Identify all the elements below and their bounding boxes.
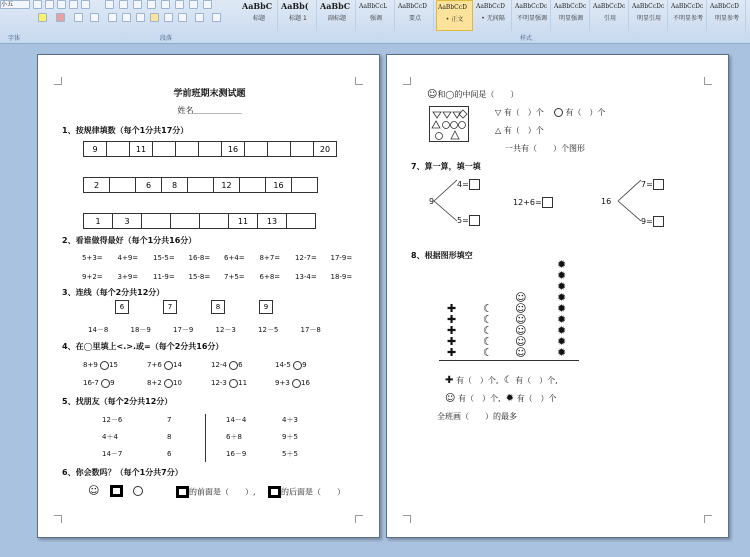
q2-problem: 13-4= bbox=[295, 273, 317, 281]
font-size-select[interactable] bbox=[0, 0, 30, 9]
q3-number-box: 6 bbox=[115, 300, 129, 314]
sequence-blank[interactable] bbox=[239, 177, 266, 193]
page-2 bbox=[386, 54, 729, 538]
style-gallery-item[interactable] bbox=[514, 0, 551, 31]
shape-group-box bbox=[429, 106, 469, 142]
font-name: 小五 bbox=[1, 1, 14, 8]
p2-line-4: 一共有（ ）个图形 bbox=[505, 144, 585, 153]
font-color-icon[interactable] bbox=[56, 13, 65, 22]
q6-front-text: 的前面是（ ）, bbox=[189, 487, 256, 497]
q6-front bbox=[176, 486, 256, 498]
style-name: 强调 bbox=[369, 15, 382, 22]
q5-left-value: 7 bbox=[167, 416, 172, 424]
q2-problem: 15-8= bbox=[188, 273, 211, 281]
style-preview: AaBbCcL bbox=[359, 3, 388, 10]
q4-compare-item bbox=[83, 378, 115, 388]
q3-expression: 12－5 bbox=[258, 326, 279, 334]
q3-expression: 18－9 bbox=[130, 326, 151, 334]
style-preview: AaBbCcD bbox=[398, 3, 427, 10]
q2-problem: 18-9= bbox=[330, 273, 353, 281]
q4-right: 10 bbox=[173, 379, 182, 387]
p2-line-2a: 有（ ）个 bbox=[503, 108, 544, 117]
q6-heading: 6、你会数吗？（每个1分共7分） bbox=[62, 468, 183, 477]
q8-line-a bbox=[445, 376, 558, 386]
moon-icon: ☾ bbox=[503, 375, 513, 386]
style-preview: AaBb( bbox=[281, 1, 309, 11]
style-preview: AaBbCcDc bbox=[554, 3, 587, 10]
q2-problem: 7+5= bbox=[224, 273, 245, 281]
q2-problem: 6+4= bbox=[224, 254, 245, 262]
q7-bot-1 bbox=[457, 215, 480, 226]
circle-icon bbox=[133, 486, 143, 496]
q1-sequence-row-1 bbox=[84, 141, 337, 157]
sun-icon: ✹ bbox=[557, 335, 567, 348]
style-gallery-item[interactable] bbox=[592, 0, 629, 31]
phonetic-button[interactable] bbox=[69, 0, 78, 9]
black-square-icon bbox=[110, 485, 123, 497]
q6-shapes bbox=[88, 485, 143, 497]
q4-left: 12-3 bbox=[211, 379, 227, 387]
sequence-number: 3 bbox=[112, 213, 142, 229]
q5-left-expr: 14－7 bbox=[102, 450, 123, 458]
q7-root-1: 9 bbox=[429, 197, 435, 206]
shapes-icon bbox=[430, 107, 470, 143]
q4-heading: 4、在◯里填上<.>.或=（每个2分共16分） bbox=[62, 342, 224, 351]
compare-circle[interactable] bbox=[101, 379, 110, 388]
paragraph-group-label: 段落 bbox=[160, 35, 173, 42]
style-gallery-item[interactable] bbox=[670, 0, 707, 31]
compare-circle[interactable] bbox=[229, 379, 238, 388]
sequence-blank[interactable] bbox=[109, 177, 136, 193]
shrink-font-button[interactable] bbox=[45, 0, 54, 9]
q2-problem: 11-9= bbox=[153, 273, 175, 281]
style-name: 副标题 bbox=[327, 15, 346, 22]
style-preview: AaBbCcDc bbox=[671, 3, 704, 10]
p2-line-2 bbox=[495, 108, 605, 118]
q7-top-2-text: 7= bbox=[641, 180, 653, 189]
sequence-blank[interactable] bbox=[141, 213, 171, 229]
style-gallery-item[interactable] bbox=[319, 0, 356, 31]
circle-icon bbox=[554, 108, 563, 117]
q3-expression: 12－3 bbox=[215, 326, 236, 334]
chinese-layout-button[interactable] bbox=[175, 0, 184, 9]
style-gallery-item[interactable] bbox=[280, 0, 317, 31]
smile-icon: ☺ bbox=[515, 313, 527, 326]
q4-right: 16 bbox=[301, 379, 310, 387]
style-name: 引用 bbox=[603, 15, 616, 22]
q7-mid bbox=[513, 197, 553, 208]
style-preview: AaBbC bbox=[242, 1, 273, 11]
compare-circle[interactable] bbox=[292, 379, 301, 388]
multilevel-list-button[interactable] bbox=[133, 0, 142, 9]
cross-icon: ✚ bbox=[447, 324, 457, 337]
clear-format-button[interactable] bbox=[57, 0, 66, 9]
smile-icon: ☺ bbox=[515, 346, 527, 359]
q8-b2: 有（ ）个 bbox=[516, 394, 557, 403]
answer-box[interactable] bbox=[653, 179, 664, 190]
style-name: 要点 bbox=[408, 15, 421, 22]
p2-line-1-text: 和◯的中间是（ ） bbox=[437, 90, 519, 99]
smile-icon: ☺ bbox=[515, 335, 527, 348]
answer-box[interactable] bbox=[469, 215, 480, 226]
style-name: 标题 bbox=[252, 15, 265, 22]
style-gallery-item[interactable] bbox=[358, 0, 395, 31]
q3-expression: 14－8 bbox=[88, 326, 109, 334]
q8-line-c: 全班画（ ）的最多 bbox=[437, 412, 517, 421]
char-border-button[interactable] bbox=[81, 0, 90, 9]
q1-sequence-row-2 bbox=[84, 177, 318, 193]
q8-a1: 有（ ）个, bbox=[455, 376, 499, 385]
q4-right: 14 bbox=[173, 361, 182, 369]
sequence-blank[interactable] bbox=[152, 141, 176, 157]
sequence-number: 9 bbox=[83, 141, 107, 157]
sequence-blank[interactable] bbox=[106, 141, 130, 157]
smile-icon: ☺ bbox=[515, 302, 527, 315]
q8-heading: 8、根据图形填空 bbox=[411, 251, 473, 260]
bullets-button[interactable] bbox=[105, 0, 114, 9]
sequence-blank[interactable] bbox=[199, 213, 229, 229]
cross-icon: ✚ bbox=[447, 313, 457, 326]
sun-icon: ✹ bbox=[557, 346, 567, 359]
q2-problem: 6+8= bbox=[259, 273, 281, 281]
moon-icon: ☾ bbox=[483, 313, 493, 326]
q4-left: 16-7 bbox=[83, 379, 99, 387]
line-spacing-button[interactable] bbox=[178, 13, 187, 22]
style-preview: AaBbCcDc bbox=[593, 3, 626, 10]
q2-problem: 12-7= bbox=[295, 254, 317, 262]
q8-line-b bbox=[445, 394, 557, 404]
q4-left: 12-4 bbox=[211, 361, 227, 369]
sequence-blank[interactable] bbox=[198, 141, 222, 157]
q7-heading: 7、算一算，填一填 bbox=[411, 162, 481, 171]
grow-font-button[interactable] bbox=[33, 0, 42, 9]
sequence-number: 1 bbox=[83, 213, 113, 229]
q4-compare-item bbox=[211, 360, 243, 370]
style-gallery-item[interactable] bbox=[553, 0, 590, 31]
sequence-number: 16 bbox=[265, 177, 292, 193]
sequence-blank[interactable] bbox=[244, 141, 268, 157]
triangle-up-icon: △ bbox=[495, 126, 502, 135]
compare-circle[interactable] bbox=[100, 361, 109, 370]
sequence-blank[interactable] bbox=[175, 141, 199, 157]
distribute-button[interactable] bbox=[164, 13, 173, 22]
smile-icon: ☺ bbox=[445, 393, 456, 404]
style-name: 不明显强调 bbox=[516, 15, 547, 22]
q5-left-value: 6 bbox=[167, 450, 172, 458]
sequence-number: 8 bbox=[161, 177, 188, 193]
sort-button[interactable] bbox=[189, 0, 198, 9]
q2-problem: 3+9= bbox=[117, 273, 139, 281]
style-gallery-item[interactable] bbox=[709, 0, 746, 31]
smile-icon: ☺ bbox=[88, 484, 100, 497]
borders-button[interactable] bbox=[212, 13, 221, 22]
answer-box[interactable] bbox=[542, 197, 553, 208]
q2-problem: 8+7= bbox=[259, 254, 281, 262]
compare-circle[interactable] bbox=[293, 361, 302, 370]
sun-icon: ✹ bbox=[557, 313, 567, 326]
q8-a2: 有（ ）个, bbox=[515, 376, 558, 385]
ribbon bbox=[0, 0, 750, 44]
q3-expression: 17－9 bbox=[173, 326, 194, 334]
numbering-button[interactable] bbox=[119, 0, 128, 9]
sequence-blank[interactable] bbox=[170, 213, 200, 229]
style-name: 明显参考 bbox=[714, 15, 739, 22]
p2-line-2b: 有（ ）个 bbox=[565, 108, 606, 117]
q4-compare-item bbox=[147, 360, 182, 370]
black-square-icon bbox=[268, 486, 281, 498]
sequence-number: 12 bbox=[213, 177, 240, 193]
show-marks-button[interactable] bbox=[203, 0, 212, 9]
sun-icon: ✹ bbox=[557, 302, 567, 315]
decrease-indent-button[interactable] bbox=[147, 0, 156, 9]
style-preview: AaBbCcD bbox=[438, 4, 467, 11]
sun-icon: ✹ bbox=[557, 280, 567, 293]
q4-left: 9+3 bbox=[275, 379, 290, 387]
font-group-label: 字体 bbox=[8, 35, 21, 42]
sequence-blank[interactable] bbox=[290, 141, 314, 157]
compare-circle[interactable] bbox=[164, 379, 173, 388]
sequence-number: 13 bbox=[257, 213, 287, 229]
style-preview: AaBbCcD bbox=[710, 3, 739, 10]
smile-icon: ☺ bbox=[515, 324, 527, 337]
q4-right: 15 bbox=[109, 361, 118, 369]
moon-icon: ☾ bbox=[483, 302, 493, 315]
sequence-number: 20 bbox=[313, 141, 337, 157]
style-name: • 无间隔 bbox=[481, 15, 505, 22]
smile-icon: ☺ bbox=[515, 291, 527, 304]
style-name: 明显引用 bbox=[636, 15, 661, 22]
q3-number-box: 8 bbox=[211, 300, 225, 314]
p2-line-3-text: 有（ ）个 bbox=[503, 126, 544, 135]
black-square-icon bbox=[176, 486, 189, 498]
q5-left-expr: 4＋4 bbox=[102, 433, 118, 441]
q2-problem: 4+9= bbox=[117, 254, 139, 262]
cross-icon: ✚ bbox=[447, 335, 457, 348]
q2-heading: 2、看谁做得最好（每个1分共16分） bbox=[62, 236, 197, 245]
q1-heading: 1、按规律填数（每个1分共17分） bbox=[62, 126, 189, 135]
styles-group-label: 样式 bbox=[520, 35, 533, 42]
q3-number-box: 7 bbox=[163, 300, 177, 314]
sequence-blank[interactable] bbox=[267, 141, 291, 157]
style-gallery-item[interactable] bbox=[475, 0, 512, 31]
exam-title: 学前班期末测试题 bbox=[173, 89, 246, 99]
style-gallery-item[interactable] bbox=[397, 0, 434, 31]
justify-button[interactable] bbox=[150, 13, 159, 22]
q4-compare-item bbox=[83, 360, 118, 370]
sun-icon: ✹ bbox=[557, 324, 567, 337]
shading-button[interactable] bbox=[195, 13, 204, 22]
cross-icon: ✚ bbox=[445, 375, 454, 386]
name-line: 姓名＿＿＿＿＿＿ bbox=[177, 106, 242, 115]
q7-bot-2 bbox=[641, 216, 664, 227]
q5-left-expr: 12－6 bbox=[102, 416, 123, 424]
moon-icon: ☾ bbox=[483, 335, 493, 348]
sequence-blank[interactable] bbox=[187, 177, 214, 193]
q4-compare-item bbox=[275, 360, 307, 370]
p2-line-3 bbox=[495, 126, 544, 136]
q1-sequence-row-3 bbox=[84, 213, 316, 229]
q8-b1: 有（ ）个, bbox=[457, 394, 501, 403]
smile-icon: ☺ bbox=[427, 89, 438, 100]
style-gallery-item[interactable] bbox=[241, 0, 278, 31]
q5-right-expr: 14－4 bbox=[226, 416, 247, 424]
sun-icon: ✹ bbox=[557, 291, 567, 304]
page-1 bbox=[37, 54, 380, 538]
q2-problem: 5+3= bbox=[82, 254, 103, 262]
style-gallery-item[interactable] bbox=[631, 0, 668, 31]
q4-right: 9 bbox=[110, 379, 115, 387]
answer-box[interactable] bbox=[653, 216, 664, 227]
triangle-icon: ▽ bbox=[495, 108, 502, 117]
p2-line-1 bbox=[427, 90, 518, 100]
q4-right: 11 bbox=[238, 379, 248, 387]
style-preview: AaBbC bbox=[320, 1, 351, 11]
sequence-number: 6 bbox=[135, 177, 162, 193]
sequence-blank[interactable] bbox=[286, 213, 316, 229]
q4-left: 7+6 bbox=[147, 361, 162, 369]
q4-compare-item bbox=[147, 378, 182, 388]
q4-compare-item bbox=[275, 378, 310, 388]
q7-root-2: 16 bbox=[601, 197, 612, 206]
q6-back bbox=[268, 486, 345, 498]
q5-right-expr: 5＋5 bbox=[282, 450, 298, 458]
char-shading-button[interactable] bbox=[74, 13, 83, 22]
moon-icon: ☾ bbox=[483, 346, 493, 359]
align-right-button[interactable] bbox=[136, 13, 145, 22]
q4-left: 8+9 bbox=[83, 361, 98, 369]
q2-problem: 17-9= bbox=[330, 254, 353, 262]
style-preview: AaBbCcDc bbox=[515, 3, 548, 10]
increase-indent-button[interactable] bbox=[161, 0, 170, 9]
moon-icon: ☾ bbox=[483, 324, 493, 337]
style-name: 标题 1 bbox=[289, 15, 307, 22]
q4-left: 14-5 bbox=[275, 361, 291, 369]
q2-problem: 15-5= bbox=[153, 254, 175, 262]
q5-right-expr: 9＋5 bbox=[282, 433, 298, 441]
pictograph-baseline bbox=[439, 360, 579, 361]
compare-circle[interactable] bbox=[229, 361, 238, 370]
style-name: 明显强调 bbox=[558, 15, 583, 22]
q3-expression: 17－8 bbox=[300, 326, 321, 334]
q5-heading: 5、找朋友（每个2分共12分） bbox=[62, 397, 173, 406]
q7-top-1 bbox=[457, 179, 480, 190]
q2-problem: 9+2= bbox=[82, 273, 103, 281]
sequence-number: 2 bbox=[83, 177, 110, 193]
q7-mid-text: 12+6= bbox=[513, 198, 542, 207]
q7-top-1-text: 4= bbox=[457, 180, 469, 189]
q3-heading: 3、连线（每个2分共12分） bbox=[62, 288, 165, 297]
enclose-char-button[interactable] bbox=[90, 13, 99, 22]
align-left-button[interactable] bbox=[108, 13, 117, 22]
cross-icon: ✚ bbox=[447, 302, 457, 315]
q2-problem: 16-8= bbox=[188, 254, 211, 262]
q4-right: 9 bbox=[302, 361, 307, 369]
q4-right: 6 bbox=[238, 361, 243, 369]
q5-right-expr: 16－9 bbox=[226, 450, 247, 458]
q5-right-expr: 4＋3 bbox=[282, 416, 298, 424]
style-name: • 正文 bbox=[445, 16, 464, 23]
q5-divider bbox=[205, 414, 206, 462]
sequence-blank[interactable] bbox=[291, 177, 318, 193]
answer-box[interactable] bbox=[469, 179, 480, 190]
q4-compare-item bbox=[211, 378, 247, 388]
style-preview: AaBbCcD bbox=[476, 3, 505, 10]
sun-icon: ✹ bbox=[557, 269, 567, 282]
highlight-icon[interactable] bbox=[38, 13, 47, 22]
q7-bot-1-text: 5= bbox=[457, 216, 469, 225]
align-center-button[interactable] bbox=[122, 13, 131, 22]
compare-circle[interactable] bbox=[164, 361, 173, 370]
q6-back-text: 的后面是（ ） bbox=[281, 487, 345, 497]
sun-icon: ✹ bbox=[557, 258, 567, 271]
sequence-number: 11 bbox=[129, 141, 153, 157]
sequence-number: 11 bbox=[228, 213, 258, 229]
style-preview: AaBbCcDc bbox=[632, 3, 665, 10]
q3-number-box: 9 bbox=[259, 300, 273, 314]
q7-bot-2-text: 9= bbox=[641, 217, 653, 226]
cross-icon: ✚ bbox=[447, 346, 457, 359]
sun-icon: ✹ bbox=[505, 393, 515, 404]
q5-right-expr: 6＋8 bbox=[226, 433, 242, 441]
q5-left-value: 8 bbox=[167, 433, 172, 441]
sequence-number: 16 bbox=[221, 141, 245, 157]
q7-top-2 bbox=[641, 179, 664, 190]
style-name: 不明显参考 bbox=[672, 15, 703, 22]
q4-left: 8+2 bbox=[147, 379, 162, 387]
style-gallery-item[interactable] bbox=[436, 0, 473, 31]
